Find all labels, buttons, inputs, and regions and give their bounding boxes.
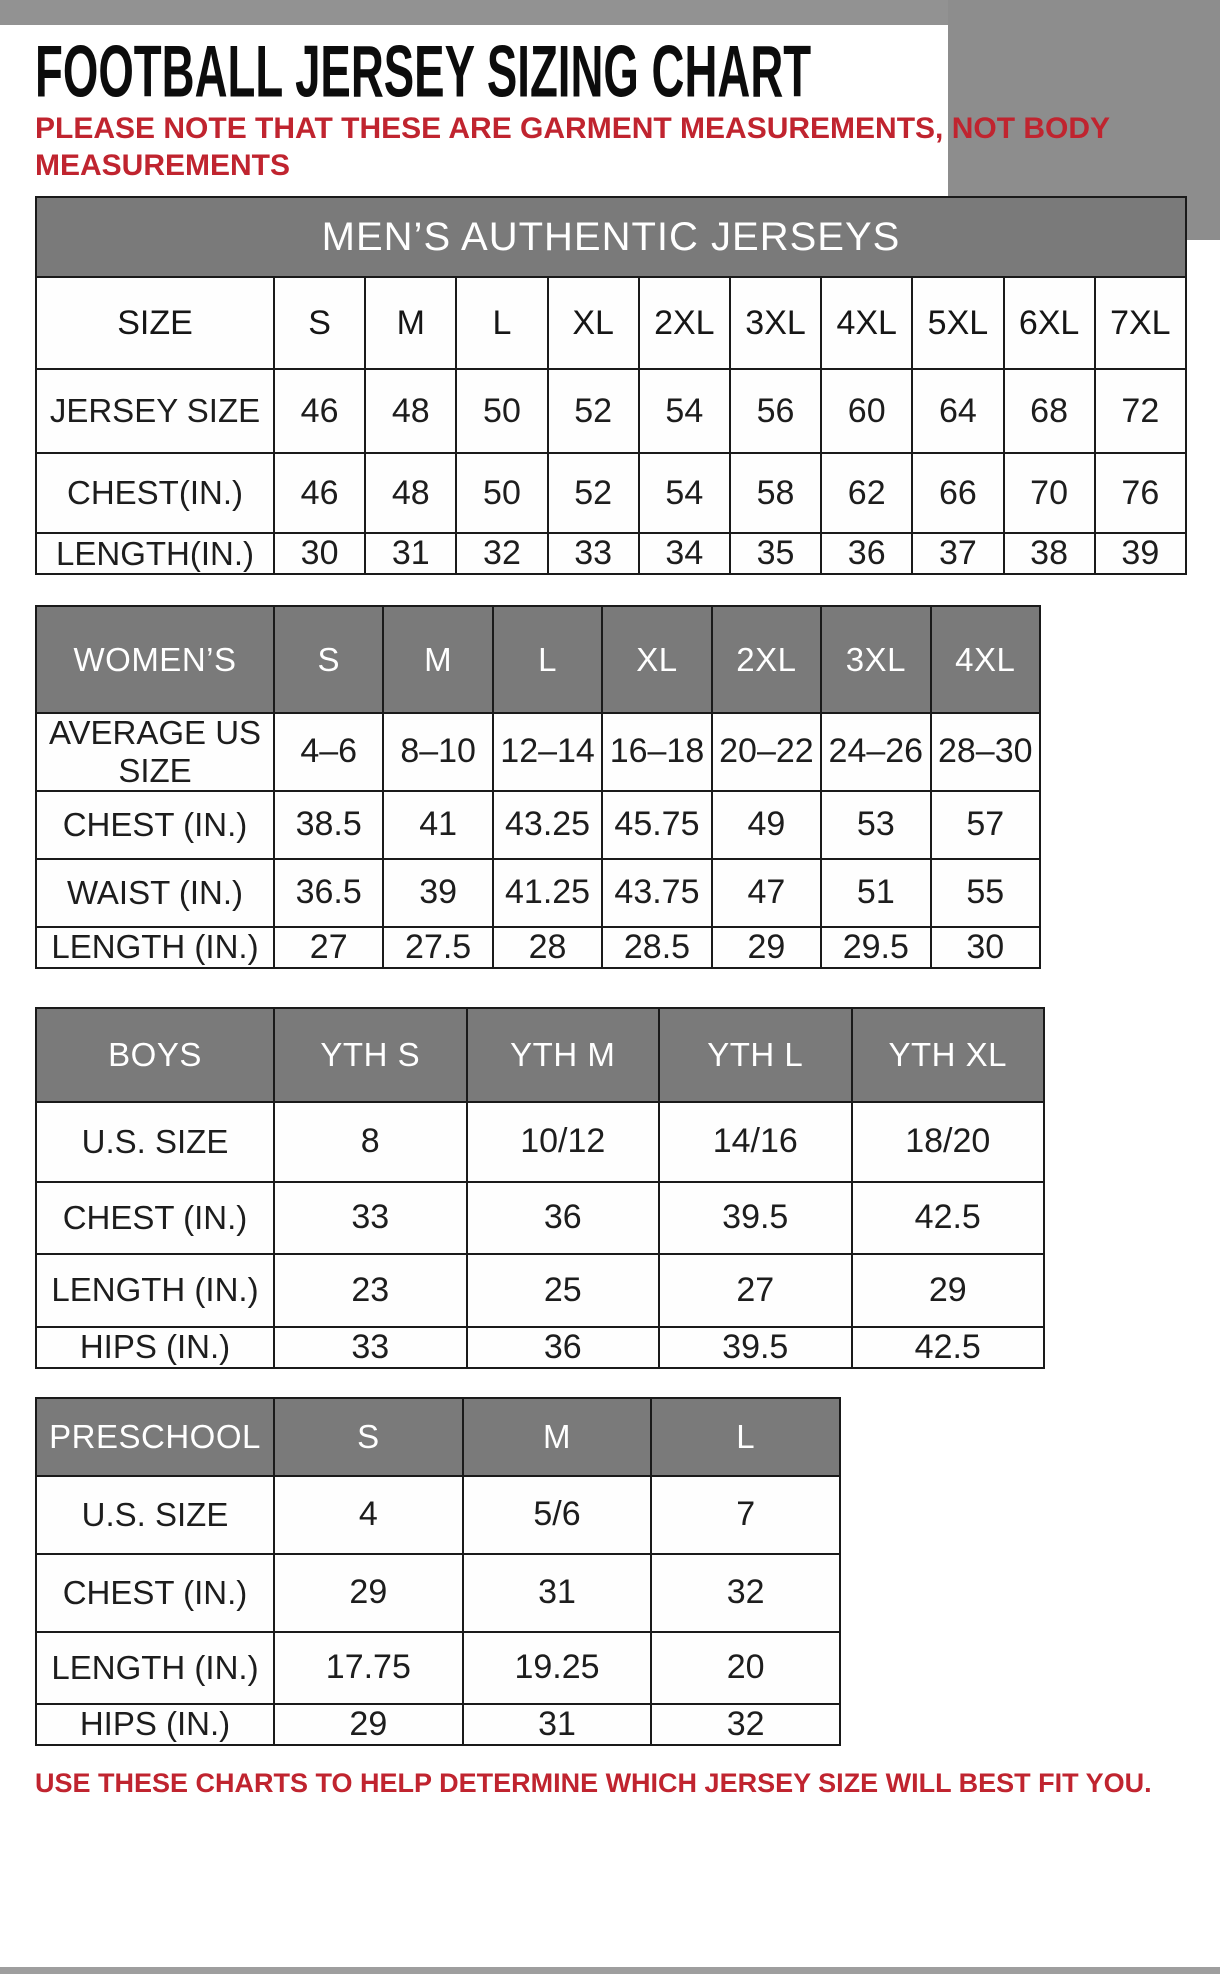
row-label: LENGTH(IN.) [36, 533, 274, 574]
value-cell: 23 [274, 1254, 467, 1327]
mens-authentic-jerseys-table-banner: MEN’S AUTHENTIC JERSEYS [36, 197, 1186, 277]
column-header-cell: L [651, 1398, 840, 1476]
column-header-cell: YTH S [274, 1008, 467, 1102]
value-cell: 68 [1004, 369, 1095, 453]
column-header-cell: S [274, 1398, 463, 1476]
value-cell: 18/20 [852, 1102, 1045, 1182]
value-cell: 55 [931, 859, 1040, 927]
value-cell: 32 [456, 533, 547, 574]
value-cell: 37 [912, 533, 1003, 574]
value-cell: 60 [821, 369, 912, 453]
womens-jerseys-table [35, 605, 1041, 969]
value-cell: 57 [931, 791, 1040, 859]
value-cell: 32 [651, 1554, 840, 1632]
value-cell: 29.5 [821, 927, 930, 968]
row-label: CHEST (IN.) [36, 791, 274, 859]
value-cell: 53 [821, 791, 930, 859]
value-cell: 52 [548, 453, 639, 533]
value-cell: 54 [639, 453, 730, 533]
value-cell: 5/6 [463, 1476, 652, 1554]
value-cell: 42.5 [852, 1182, 1045, 1254]
fit-advice-note: USE THESE CHARTS TO HELP DETERMINE WHICH JERSEY SIZE WILL BEST FIT YOU. [35, 1767, 1152, 1798]
column-header-cell: 2XL [639, 277, 730, 369]
value-cell: 50 [456, 453, 547, 533]
value-cell: 35 [730, 533, 821, 574]
value-cell: 30 [274, 533, 365, 574]
table-row [36, 713, 1040, 791]
header-label-cell: SIZE [36, 277, 274, 369]
table-row [36, 453, 1186, 533]
value-cell: 39.5 [659, 1327, 852, 1368]
header-label-cell: PRESCHOOL [36, 1398, 274, 1476]
value-cell: 47 [712, 859, 821, 927]
value-cell: 20–22 [712, 713, 821, 791]
value-cell: 27.5 [383, 927, 492, 968]
value-cell: 16–18 [602, 713, 711, 791]
value-cell: 39 [383, 859, 492, 927]
value-cell: 31 [365, 533, 456, 574]
table-row [36, 1554, 840, 1632]
value-cell: 31 [463, 1554, 652, 1632]
column-header-cell: XL [602, 606, 711, 713]
value-cell: 48 [365, 453, 456, 533]
row-label: CHEST(IN.) [36, 453, 274, 533]
bottom-edge-bar [0, 1967, 1220, 1974]
column-header-cell: 2XL [712, 606, 821, 713]
value-cell: 62 [821, 453, 912, 533]
table-row [36, 1704, 840, 1745]
garment-measurement-note: PLEASE NOTE THAT THESE ARE GARMENT MEASUREMENTS, NOT BODY MEASUREMENTS [35, 112, 1110, 182]
value-cell: 34 [639, 533, 730, 574]
table-row [36, 1327, 1044, 1368]
value-cell: 38.5 [274, 791, 383, 859]
table-row [36, 1182, 1044, 1254]
value-cell: 24–26 [821, 713, 930, 791]
page-title [35, 26, 1187, 114]
value-cell: 38 [1004, 533, 1095, 574]
value-cell: 58 [730, 453, 821, 533]
header-row [36, 1008, 1044, 1102]
row-label: WAIST (IN.) [36, 859, 274, 927]
row-label: U.S. SIZE [36, 1102, 274, 1182]
column-header-cell: 4XL [931, 606, 1040, 713]
value-cell: 51 [821, 859, 930, 927]
table-row [36, 927, 1040, 968]
column-header-cell: 3XL [730, 277, 821, 369]
header-row [36, 277, 1186, 369]
value-cell: 33 [548, 533, 639, 574]
preschool-jerseys-table [35, 1397, 841, 1746]
row-label: AVERAGE US SIZE [36, 713, 274, 791]
header-row [36, 606, 1040, 713]
value-cell: 10/12 [467, 1102, 660, 1182]
row-label: U.S. SIZE [36, 1476, 274, 1554]
column-header-cell: M [383, 606, 492, 713]
table-row [36, 791, 1040, 859]
header-label-cell: BOYS [36, 1008, 274, 1102]
row-label: CHEST (IN.) [36, 1182, 274, 1254]
value-cell: 46 [274, 369, 365, 453]
column-header-cell: YTH M [467, 1008, 660, 1102]
value-cell: 29 [712, 927, 821, 968]
table-row [36, 369, 1186, 453]
value-cell: 17.75 [274, 1632, 463, 1704]
value-cell: 25 [467, 1254, 660, 1327]
header-label-cell: WOMEN’S [36, 606, 274, 713]
row-label: HIPS (IN.) [36, 1704, 274, 1745]
value-cell: 36 [467, 1182, 660, 1254]
column-header-cell: 4XL [821, 277, 912, 369]
value-cell: 8–10 [383, 713, 492, 791]
column-header-cell: M [463, 1398, 652, 1476]
value-cell: 42.5 [852, 1327, 1045, 1368]
value-cell: 52 [548, 369, 639, 453]
value-cell: 49 [712, 791, 821, 859]
row-label: HIPS (IN.) [36, 1327, 274, 1368]
column-header-cell: 5XL [912, 277, 1003, 369]
value-cell: 54 [639, 369, 730, 453]
value-cell: 29 [274, 1704, 463, 1745]
chart-content [35, 26, 1187, 1799]
table-row [36, 533, 1186, 574]
value-cell: 36 [467, 1327, 660, 1368]
value-cell: 29 [852, 1254, 1045, 1327]
table-row [36, 1102, 1044, 1182]
column-header-cell: 7XL [1095, 277, 1186, 369]
value-cell: 41 [383, 791, 492, 859]
value-cell: 4–6 [274, 713, 383, 791]
row-label: JERSEY SIZE [36, 369, 274, 453]
value-cell: 43.75 [602, 859, 711, 927]
value-cell: 33 [274, 1327, 467, 1368]
value-cell: 56 [730, 369, 821, 453]
column-header-cell: S [274, 277, 365, 369]
value-cell: 12–14 [493, 713, 602, 791]
value-cell: 72 [1095, 369, 1186, 453]
mens-authentic-jerseys-table [35, 196, 1187, 575]
column-header-cell: XL [548, 277, 639, 369]
value-cell: 45.75 [602, 791, 711, 859]
column-header-cell: L [456, 277, 547, 369]
value-cell: 43.25 [493, 791, 602, 859]
value-cell: 28 [493, 927, 602, 968]
value-cell: 48 [365, 369, 456, 453]
value-cell: 28–30 [931, 713, 1040, 791]
page-title-text: FOOTBALL JERSEY SIZING CHART [35, 31, 812, 114]
value-cell: 50 [456, 369, 547, 453]
value-cell: 36.5 [274, 859, 383, 927]
value-cell: 70 [1004, 453, 1095, 533]
value-cell: 36 [821, 533, 912, 574]
value-cell: 30 [931, 927, 1040, 968]
value-cell: 19.25 [463, 1632, 652, 1704]
table-row [36, 1254, 1044, 1327]
value-cell: 27 [659, 1254, 852, 1327]
column-header-cell: 3XL [821, 606, 930, 713]
value-cell: 76 [1095, 453, 1186, 533]
row-label: LENGTH (IN.) [36, 1254, 274, 1327]
column-header-cell: S [274, 606, 383, 713]
value-cell: 28.5 [602, 927, 711, 968]
header-row [36, 1398, 840, 1476]
value-cell: 46 [274, 453, 365, 533]
value-cell: 66 [912, 453, 1003, 533]
value-cell: 39.5 [659, 1182, 852, 1254]
row-label: CHEST (IN.) [36, 1554, 274, 1632]
value-cell: 32 [651, 1704, 840, 1745]
value-cell: 39 [1095, 533, 1186, 574]
column-header-cell: 6XL [1004, 277, 1095, 369]
column-header-cell: YTH XL [852, 1008, 1045, 1102]
value-cell: 33 [274, 1182, 467, 1254]
value-cell: 27 [274, 927, 383, 968]
value-cell: 31 [463, 1704, 652, 1745]
value-cell: 20 [651, 1632, 840, 1704]
value-cell: 29 [274, 1554, 463, 1632]
row-label: LENGTH (IN.) [36, 1632, 274, 1704]
table-row [36, 859, 1040, 927]
column-header-cell: M [365, 277, 456, 369]
column-header-cell: YTH L [659, 1008, 852, 1102]
row-label: LENGTH (IN.) [36, 927, 274, 968]
boys-jerseys-table [35, 1007, 1045, 1369]
value-cell: 4 [274, 1476, 463, 1554]
table-row [36, 1632, 840, 1704]
value-cell: 7 [651, 1476, 840, 1554]
value-cell: 8 [274, 1102, 467, 1182]
value-cell: 64 [912, 369, 1003, 453]
column-header-cell: L [493, 606, 602, 713]
value-cell: 14/16 [659, 1102, 852, 1182]
table-row [36, 1476, 840, 1554]
value-cell: 41.25 [493, 859, 602, 927]
